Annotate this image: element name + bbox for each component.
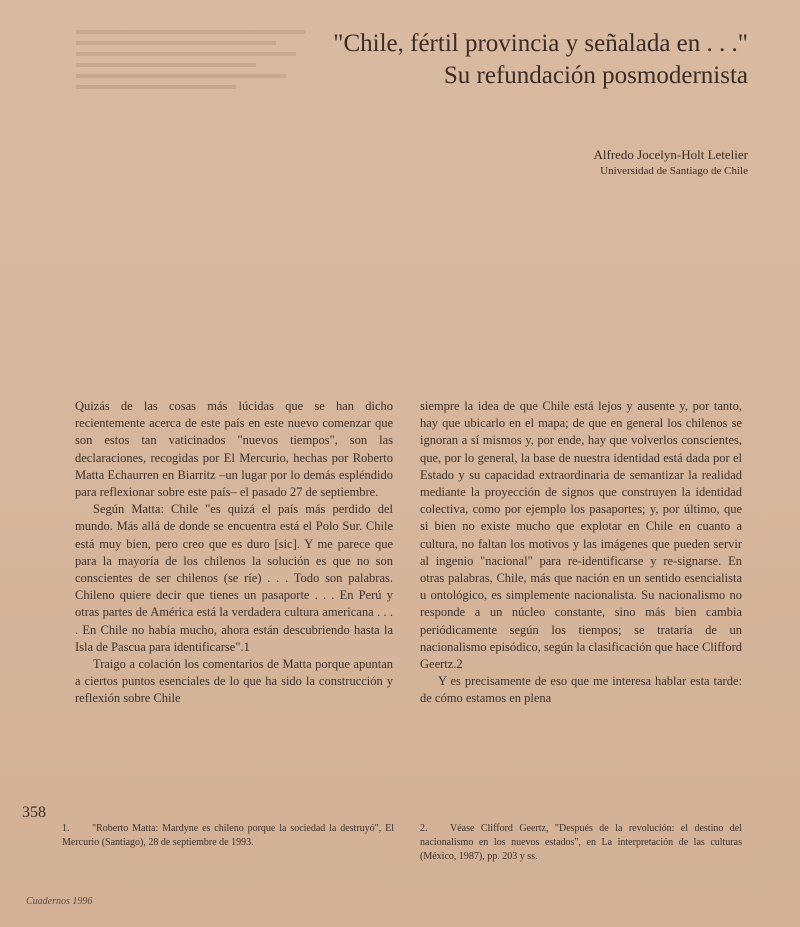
paragraph: Según Matta: Chile "es quizá el país más perdido del mundo. Más allá de donde se encuentra está el Polo Sur. Chile está muy bien, pero creo que es duro [sic]. Y me parece que para la mayoría de los chilenos la solución es que no son conscientes de ser chilenos (se ríe) . . . Todo son palabras. Chileno quiere decir que tienes un pasaporte . . . En Perú y otras partes de América está la verdadera cultura americana . . . . En Chile no había mucho, ahora están descubriendo hasta la Isla de Pascua para identificarse".1	[75, 502, 393, 654]
title-line-1: "Chile, fértil provincia y señalada en . . ."	[333, 30, 748, 57]
journal-footer: Cuadernos 1996	[26, 896, 93, 907]
footnote-text: Véase Clifford Geertz, "Después de la revolución: el destino del nacionalismo en los nuevos estados", en La interpretación de las culturas (México, 1987), pp. 203 y ss.	[420, 823, 742, 862]
footnote	[420, 822, 742, 864]
footnote-number: 1.	[62, 823, 70, 834]
author-block	[594, 146, 749, 179]
paragraph: Y es precisamente de eso que me interesa hablar esta tarde: de cómo estamos en plena	[420, 674, 742, 706]
page-number: 358	[22, 804, 46, 821]
paragraph: Traigo a colación los comentarios de Matta porque apuntan a ciertos puntos esenciales de lo que ha sido la construcción y reflexión sobre Chile	[75, 657, 393, 706]
faded-bleed-through-text	[76, 30, 316, 110]
footnote-number: 2.	[420, 823, 428, 834]
body-column-right	[420, 398, 742, 708]
paragraph: Quizás de las cosas más lúcidas que se han dicho recientemente acerca de este país en este nuevo comenzar que son estos tan vaticinados "nuevos tiempos", son las declaraciones, recogidas por El Mercurio, hechas por Roberto Matta Echaurren en Biarritz –un lugar por lo demás espléndido para reflexionar sobre este país– el pasado 27 de septiembre.	[75, 399, 393, 500]
title-line-2: Su refundación posmodernista	[443, 62, 748, 89]
body-column-left	[75, 398, 393, 708]
footnote	[62, 822, 394, 850]
paragraph: siempre la idea de que Chile está lejos y ausente y, por tanto, hay que ubicarlo en el mapa; de que en general los chilenos se ignoran a sí mismos y, por ende, hay que volverlos conscientes, que, por lo general, la base de nuestra identidad está dada por el Estado y su capacidad extraordinaria de semantizar la realidad mediante la proyección de signos que construyen la identidad colectiva, como por ejemplo los pasaportes; y, por último, que si bien no existe mucho que explotar en Chile en cuanto a cultura, no faltan los motivos y las imágenes que pueden servir al ingenio "nacional" para re-identificarse y re-signarse. En otras palabras, Chile, más que nación en un sentido esencialista u ontológico, es simplemente nacionalista. Su nacionalismo no responde a un núcleo constante, sino más bien cambia periódicamente según los tiempos; se trataría de un nacionalismo episódico, según la clasificación que hace Clifford Geertz.2	[420, 399, 742, 672]
author-affiliation: Universidad de Santiago de Chile	[600, 165, 748, 177]
footnote-text: "Roberto Matta: Mardyne es chileno porque la sociedad la destruyó", El Mercurio (Santiago), 28 de septiembre de 1993.	[62, 823, 394, 848]
author-name: Alfredo Jocelyn-Holt Letelier	[593, 147, 748, 162]
article-title	[333, 28, 748, 92]
